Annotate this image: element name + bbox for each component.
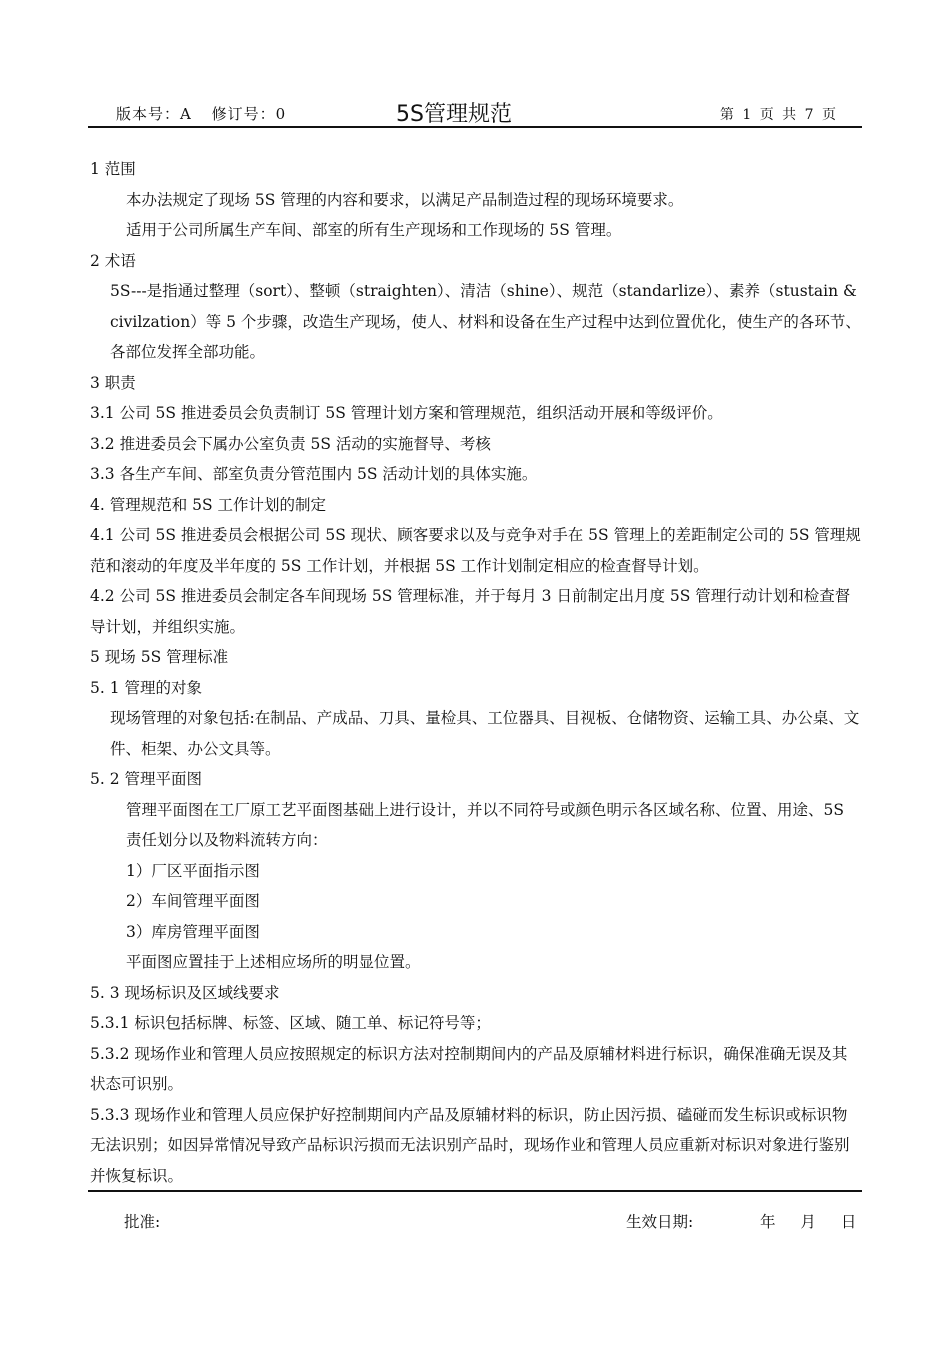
header-divider <box>88 126 862 128</box>
body-paragraph: 3 职责 <box>90 373 136 392</box>
footer-divider <box>88 1190 862 1192</box>
body-paragraph: 现场管理的对象包括:在制品、产成品、刀具、量检具、工位器具、目视板、仓储物资、运输工具、办公桌、文件、柜架、办公文具等。 <box>110 709 860 758</box>
effective-date-label: 生效日期: <box>626 1213 694 1231</box>
body-paragraph: 5.3.2 现场作业和管理人员应按照规定的标识方法对控制期间内的产品及原辅材料进行标识，确保准确无误及其状态可识别。 <box>90 1044 848 1093</box>
document-title: 5S管理规范 <box>396 102 512 127</box>
body-paragraph: 3）库房管理平面图 <box>126 922 260 941</box>
body-paragraph: 3.3 各生产车间、部室负责分管范围内 5S 活动计划的具体实施。 <box>90 465 538 483</box>
body-paragraph: 3.1 公司 5S 推进委员会负责制订 5S 管理计划方案和管理规范，组织活动开展和等级评价。 <box>90 404 723 422</box>
body-paragraph: 管理平面图在工厂原工艺平面图基础上进行设计，并以不同符号或颜色明示各区域名称、位置、用途、5S 责任划分以及物料流转方向： <box>126 800 844 849</box>
body-paragraph: 平面图应置挂于上述相应场所的明显位置。 <box>126 953 421 971</box>
version-label: 版本号：A <box>116 105 192 123</box>
page-header <box>90 95 862 125</box>
document-body <box>90 154 862 1191</box>
body-paragraph: 2）车间管理平面图 <box>126 892 260 910</box>
body-paragraph: 3.2 推进委员会下属办公室负责 5S 活动的实施督导、考核 <box>90 434 491 453</box>
body-paragraph: 5.3.3 现场作业和管理人员应保护好控制期间内产品及原辅材料的标识，防止因污损、磕碰而发生标识或标识物无法识别；如因异常情况导致产品标识污损而无法识别产品时，现场作业和管理人员应重新对标识对象进行鉴别并恢复标识。 <box>90 1105 850 1185</box>
body-paragraph: 5 现场 5S 管理标准 <box>90 648 229 666</box>
body-paragraph: 4. 管理规范和 5S 工作计划的制定 <box>90 495 327 514</box>
body-paragraph: 本办法规定了现场 5S 管理的内容和要求，以满足产品制造过程的现场环境要求。 <box>126 190 684 209</box>
body-paragraph: 适用于公司所属生产车间、部室的所有生产现场和工作现场的 5S 管理。 <box>126 221 622 239</box>
effective-date-units: 年 月 日 <box>760 1213 857 1231</box>
body-paragraph: 5. 3 现场标识及区域线要求 <box>90 983 280 1002</box>
revision-label: 修订号：0 <box>211 105 287 123</box>
document-version-info <box>116 103 300 124</box>
page-number: 第 1 页 共 7 页 <box>719 107 836 123</box>
body-paragraph: 1 范围 <box>90 160 136 178</box>
body-paragraph: 5. 2 管理平面图 <box>90 770 203 788</box>
approve-label: 批准: <box>124 1213 161 1231</box>
body-paragraph: 5. 1 管理的对象 <box>90 678 203 697</box>
body-paragraph: 4.1 公司 5S 推进委员会根据公司 5S 现状、顾客要求以及与竞争对手在 5S 管理上的差距制定公司的 5S 管理规范和滚动的年度及半年度的 5S 工作计划，并根据 5S 工作计划制定相应的检查督导计划。 <box>90 526 861 575</box>
body-paragraph: 5S---是指通过整理（sort）、整顿（straighten）、清洁（shine）、规范（standarlize）、素养（stustain & civilzation）等 5 个步骤，改造生产现场，使人、材料和设备在生产过程中达到位置优化，使生产的各环节、各部位发挥全部功能。 <box>110 282 861 361</box>
body-paragraph: 2 术语 <box>90 251 136 270</box>
page-footer <box>90 1206 862 1236</box>
body-paragraph: 5.3.1 标识包括标牌、标签、区域、随工单、标记符号等； <box>90 1014 491 1032</box>
body-paragraph: 1）厂区平面指示图 <box>126 861 260 880</box>
body-paragraph: 4.2 公司 5S 推进委员会制定各车间现场 5S 管理标准，并于每月 3 日前制定出月度 5S 管理行动计划和检查督导计划，并组织实施。 <box>90 587 851 636</box>
